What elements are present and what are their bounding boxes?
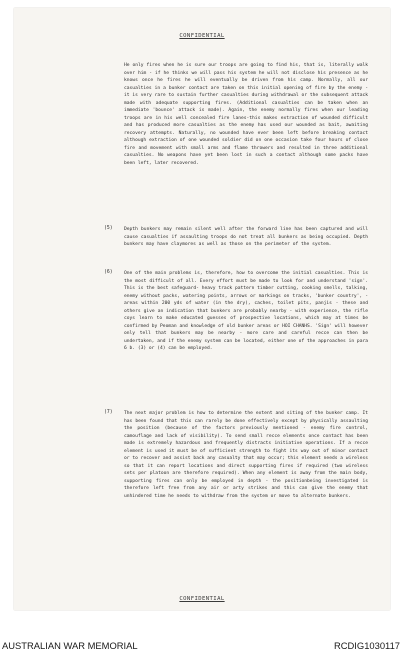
document-page [14, 8, 390, 610]
paragraph-continuation: He only fires when he is sure our troops are going to find his, that is, literally walk over him - if he thinks we will pass his system he will not disclose his presence as he knows once he fires he will eventually be driven from his camp. Normally, all our casualties in a bunker contact are taken on this initial opening of fire by the enemy - it is very rare to sustain further casualties during withdrawal or the subsequent attack made with adequate supporting fires. (Additional casualties can be taken when an immediate 'bounce' attack is made). Again, the enemy normally fires when our leading troops are in his well concealed fire lanes-this makes extraction of wounded difficult and has produced more casualties as the enemy has used our wounded as bait, awaiting recovery attempts. Naturally, no wounded have ever been left before breaking contact although extraction of one wounded soldier did on one occasion take four hours of close fire and movement with small arms and flame throwers and resulted in three additional casualties. No weapons have yet been lost in such a contact although some packs have been left, later recovered. [124, 63, 368, 166]
classification-marking-bottom: CONFIDENTIAL [179, 596, 225, 602]
archive-reference-id: RCDIG1030117 [333, 640, 400, 651]
paragraph-number-6: (6) [104, 270, 113, 275]
paragraph-number-5: (5) [104, 226, 113, 231]
paragraph-6-text: One of the main problems is, therefore, how to overcome the initial casualties. This is the most difficult of all. Every effort must be made to look for and understand 'sign'. This is the best safeguard- heavy track pattern timber cutting, cooking smells, talking, enemy without packs, watering points, arrows or markings on tracks, 'bunker country', - areas within 200 yds of water (in the dry), caches, toilet pits, panjis - these and others give an indication that bunkers are probably nearby - with experience, the rifle coys learn to make educated guesses of prospective locations, which may at times be confirmed by Peoman and knowledge of old bunker areas or HOI CHANHS. 'Sign' will however only tell that bunkers may be nearby - more care and careful recce can then be undertaken, and if the enemy system can be located, either one of the approaches in para 6 b. (3) or (4) can be employed. [124, 271, 368, 351]
archive-credit: AUSTRALIAN WAR MEMORIAL [2, 640, 138, 651]
paragraph-5-text: Depth bunkers may remain silent well after the forward line has been captured and will cause casualties if assaulting troops do not treat all bunkers as being occupied. Depth bunkers may have claymores as well as those on the perimeter of the system. [124, 227, 368, 247]
paragraph-7-text: The next major problem is how to determine the extent and siting of the bunker camp. It has been found that this can rarely be done effectively except by physically assaulting the position (because of the factors previously mentioned - enemy fire control, camouflage and lack of visibility). To send small recce elements once contact has been made is extremely hazardous and frequently distracts initiative operations. If a recce element is used it must be of sufficient strength to fight its way out of minor contact or to recover and assist back any casualty that may occur; this element needs a wireless so that it can report locations and direct supporting fires if required (two wireless sets per platoon are therefore required). When any element is away from the main body, supporting fires can only be employed in depth - the positionbeing investigated is therefore left free from any air or arty strikes and this can give the enemy that unhindered time he needs to withdraw from the system or move to alternate bunkers. [124, 411, 368, 499]
paragraph-number-7: (7) [104, 410, 113, 415]
classification-marking-top: CONFIDENTIAL [179, 33, 225, 39]
